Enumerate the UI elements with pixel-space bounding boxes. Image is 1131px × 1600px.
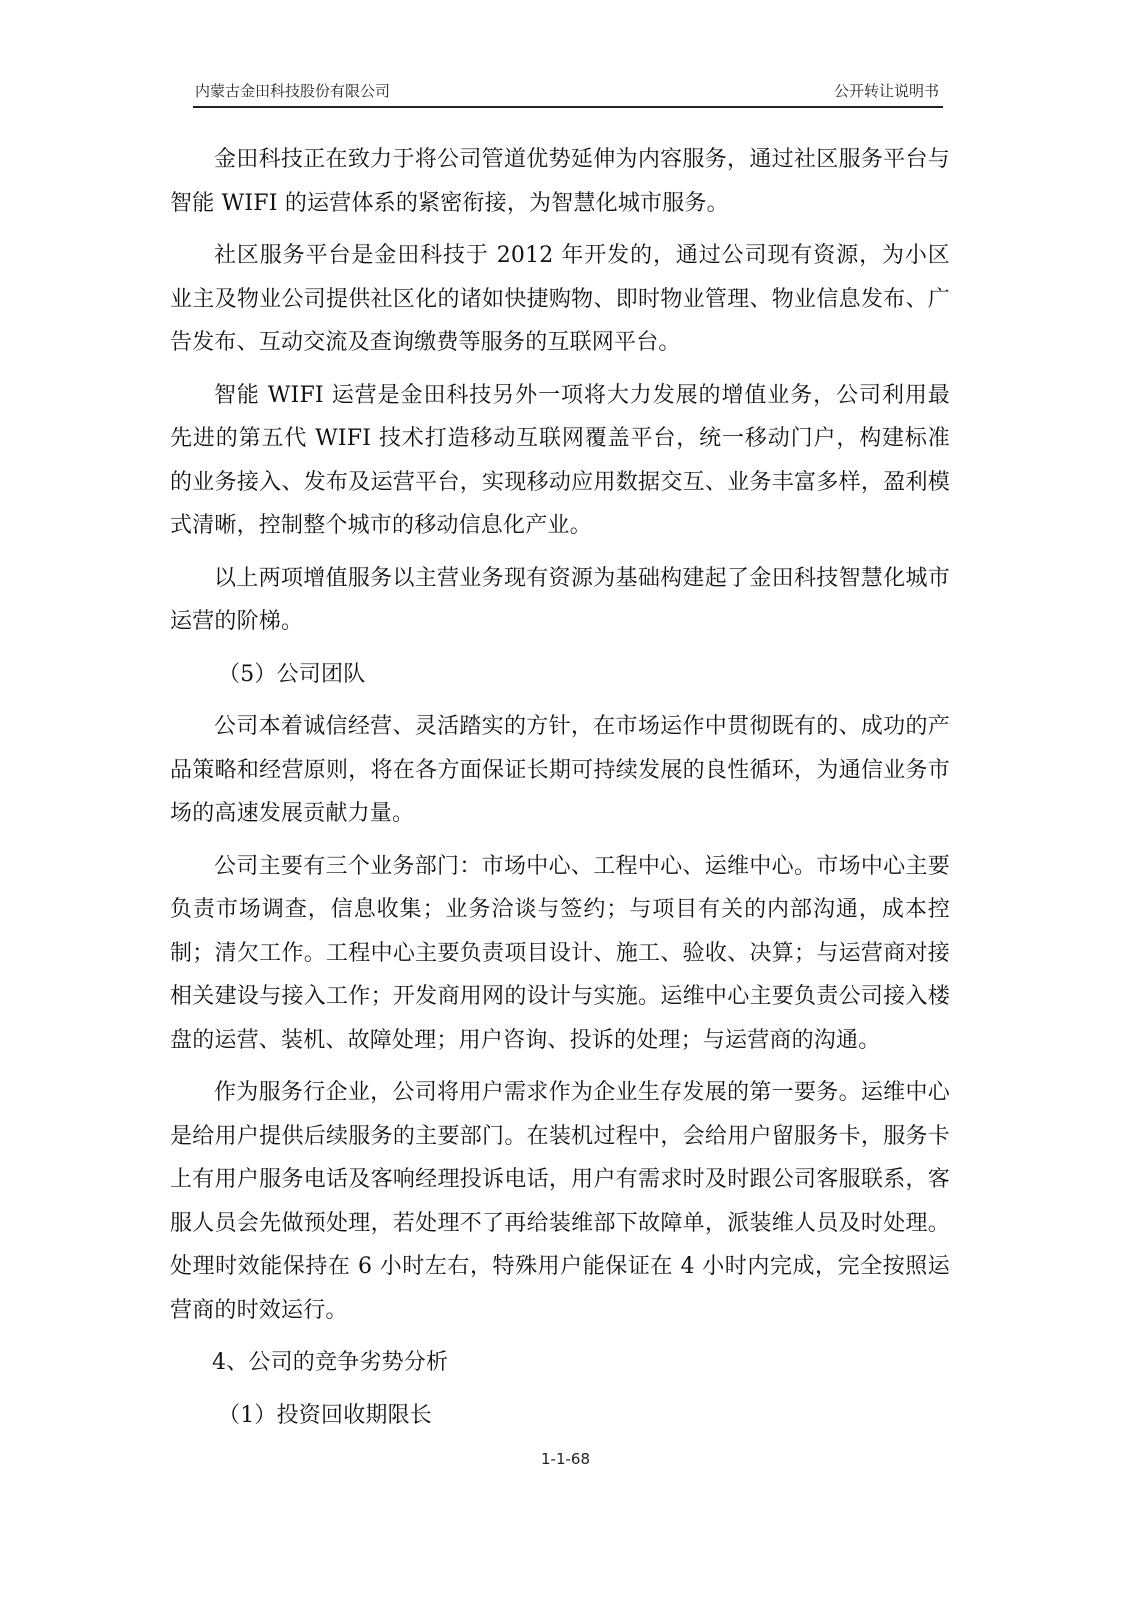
paragraph-customer-service: 作为服务行企业，公司将用户需求作为企业生存发展的第一要务。运维中心是给用户提供后续服务的主要部门。在装机过程中，会给用户留服务卡，服务卡上有用户服务电话及客响经理投诉电话，用户有需求时及时跟公司客服联系，客服人员会先做预处理，若处理不了再给装维部下故障单，派装维人员及时处理。处理时效能保持在 6 小时左右，特殊用户能保证在 4 小时内完成，完全按照运营商的时效运行。 — [170, 1080, 950, 1323]
paragraph-wifi-operation: 智能 WIFI 运营是金田科技另外一项将大力发展的增值业务，公司利用最先进的第五代 WIFI 技术打造移动互联网覆盖平台，统一移动门户，构建标准的业务接入、发布及运营平台，实现移动应用数据交互、业务丰富多样，盈利模式清晰，控制整个城市的移动信息化产业。 — [170, 382, 950, 538]
section-heading-company-team: （5）公司团队 — [218, 661, 366, 687]
paragraph-company-principles: 公司本着诚信经营、灵活踏实的方针，在市场运作中贯彻既有的、成功的产品策略和经营原则，将在各方面保证长期可持续发展的良性循环，为通信业务市场的高速发展贡献力量。 — [170, 714, 950, 826]
header-document-type: 公开转让说明书 — [833, 82, 939, 100]
page-number: 1-1-68 — [541, 1450, 590, 1468]
paragraph-community-platform: 社区服务平台是金田科技于 2012 年开发的，通过公司现有资源，为小区业主及物业公司提供社区化的诸如快捷购物、即时物业管理、物业信息发布、广告发布、互动交流及查询缴费等服务的互联网平台。 — [170, 243, 950, 355]
document-body — [170, 138, 950, 1446]
header-company-name: 内蒙古金田科技股份有限公司 — [195, 82, 391, 100]
subsection-heading-payback-period: （1）投资回收期限长 — [218, 1402, 432, 1428]
page-header — [193, 76, 943, 108]
section-heading-competitive-disadvantages: 4、公司的竞争劣势分析 — [212, 1350, 449, 1375]
paragraph-community-services-intro: 金田科技正在致力于将公司管道优势延伸为内容服务，通过社区服务平台与智能 WIFI 的运营体系的紧密衔接，为智慧化城市服务。 — [170, 147, 950, 216]
paragraph-business-departments: 公司主要有三个业务部门：市场中心、工程中心、运维中心。市场中心主要负责市场调查，信息收集；业务洽谈与签约；与项目有关的内部沟通，成本控制；清欠工作。工程中心主要负责项目设计、施工、验收、决算；与运营商对接相关建设与接入工作；开发商用网的设计与实施。运维中心主要负责公司接入楼盘的运营、装机、故障处理；用户咨询、投诉的处理；与运营商的沟通。 — [170, 853, 950, 1053]
paragraph-value-added-summary: 以上两项增值服务以主营业务现有资源为基础构建起了金田科技智慧化城市运营的阶梯。 — [170, 565, 950, 634]
